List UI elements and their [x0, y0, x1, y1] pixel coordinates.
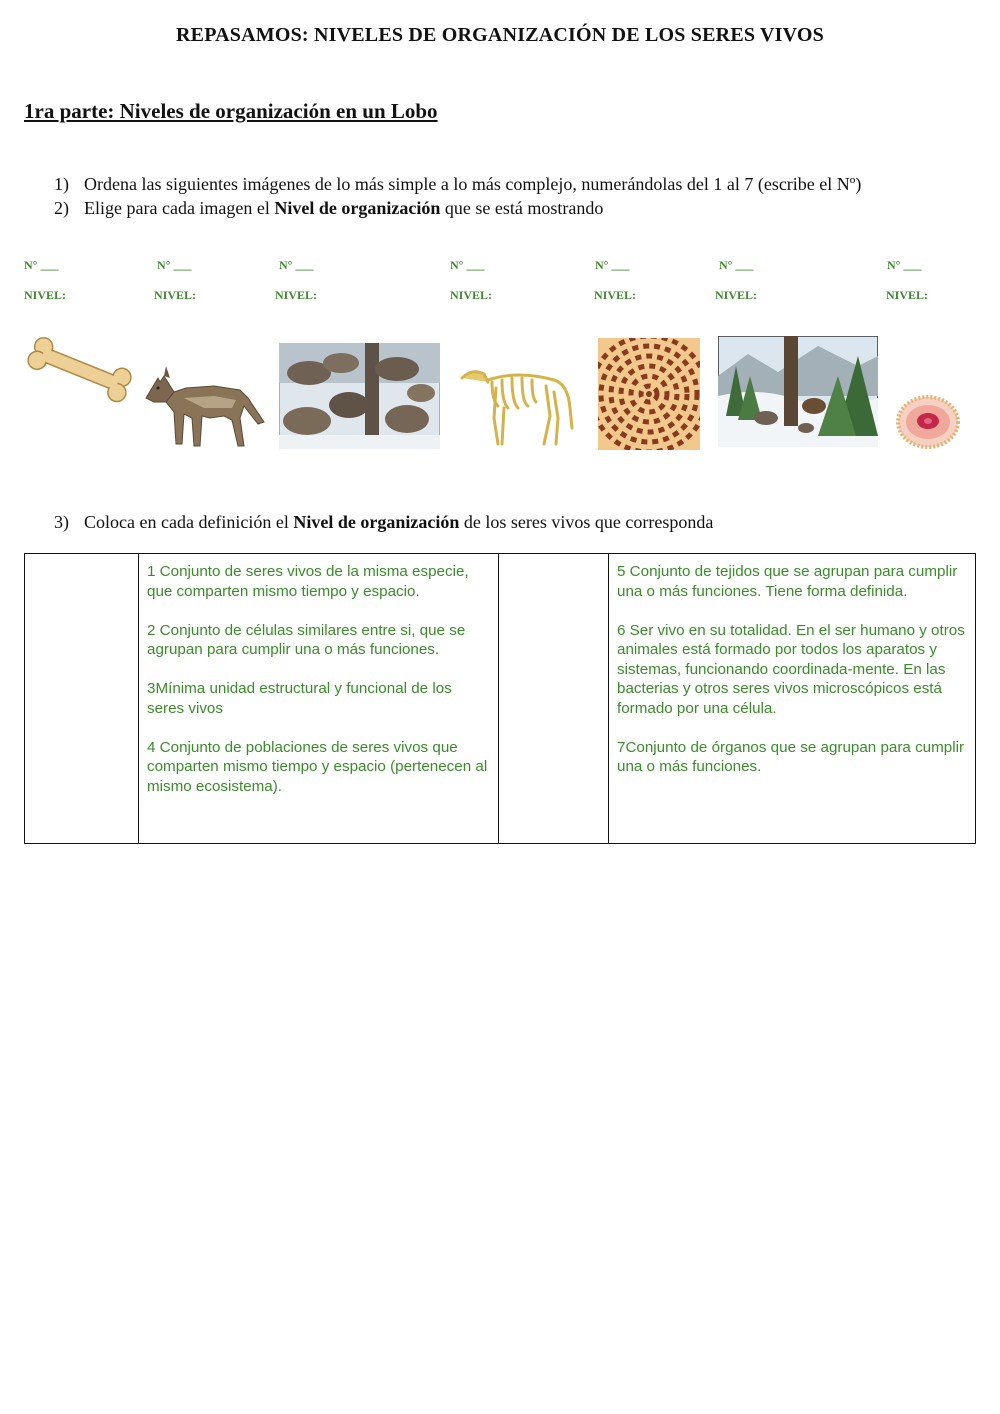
question-text: Elige para cada imagen el: [84, 198, 275, 218]
question-number: 2): [54, 198, 69, 218]
number-blank[interactable]: N° ___: [719, 258, 754, 272]
number-blank[interactable]: N° ___: [24, 258, 59, 272]
level-blank[interactable]: NIVEL:: [275, 288, 318, 302]
question-1: [54, 174, 861, 195]
ecosystem-icon: [718, 336, 878, 447]
answer-cell-right[interactable]: [499, 554, 609, 844]
definitions-table: [24, 553, 976, 844]
level-blank[interactable]: NIVEL:: [154, 288, 197, 302]
cell-icon: [894, 393, 962, 451]
question-text: Coloca en cada definición el: [84, 512, 294, 532]
number-blank[interactable]: N° ___: [279, 258, 314, 272]
question-number: 1): [54, 174, 69, 194]
wolf-pack-icon: [279, 343, 440, 449]
definition-5: 5 Conjunto de tejidos que se agrupan para cumplir una o más funciones. Tiene forma definida.: [617, 563, 958, 600]
section-title: 1ra parte: Niveles de organización en un Lobo: [24, 99, 438, 123]
wolf-icon: [144, 358, 268, 450]
definition-3: 3Mínima unidad estructural y funcional de los seres vivos: [147, 680, 452, 717]
page-title: REPASAMOS: NIVELES DE ORGANIZACIÓN DE LOS SERES VIVOS: [176, 24, 824, 46]
bone-icon: [24, 332, 136, 406]
definition-2: 2 Conjunto de células similares entre si, que se agrupan para cumplir una o más funciones.: [147, 621, 466, 658]
definition-1: 1 Conjunto de seres vivos de la misma especie, que comparten mismo tiempo y espacio.: [147, 563, 469, 600]
tissue-icon: [598, 338, 700, 450]
definitions-right: [609, 554, 976, 844]
level-blank[interactable]: NIVEL:: [450, 288, 493, 302]
definition-6: 6 Ser vivo en su totalidad. En el ser humano y otros animales está formado por todos los aparatos y sistemas, funcionando coordinada-mente. En las bacterias y otros seres vivos microscópicos está formado por una célula.: [617, 621, 965, 717]
level-blank[interactable]: NIVEL:: [594, 288, 637, 302]
question-text: que se está mostrando: [440, 198, 604, 218]
definition-4: 4 Conjunto de poblaciones de seres vivos que comparten mismo tiempo y espacio (pertenecen al mismo ecosistema).: [147, 738, 488, 795]
level-blank[interactable]: NIVEL:: [715, 288, 758, 302]
definitions-left: [139, 554, 499, 844]
question-bold: Nivel de organización: [274, 198, 441, 218]
skeleton-icon: [458, 358, 578, 450]
definition-7: 7Conjunto de órganos que se agrupan para cumplir una o más funciones.: [617, 738, 965, 775]
level-blank[interactable]: NIVEL:: [24, 288, 67, 302]
answer-cell-left[interactable]: [25, 554, 139, 844]
question-number: 3): [54, 512, 69, 532]
number-blank[interactable]: N° ___: [157, 258, 192, 272]
question-text: de los seres vivos que corresponda: [459, 512, 714, 532]
number-blank[interactable]: N° ___: [595, 258, 630, 272]
number-blank[interactable]: N° ___: [450, 258, 485, 272]
question-2: [54, 198, 603, 219]
question-3: [54, 512, 713, 533]
question-text: Ordena las siguientes imágenes de lo más simple a lo más complejo, numerándolas del 1 al 7 (escribe el Nº): [84, 174, 862, 194]
level-blank[interactable]: NIVEL:: [886, 288, 929, 302]
question-bold: Nivel de organización: [293, 512, 460, 532]
number-blank[interactable]: N° ___: [887, 258, 922, 272]
